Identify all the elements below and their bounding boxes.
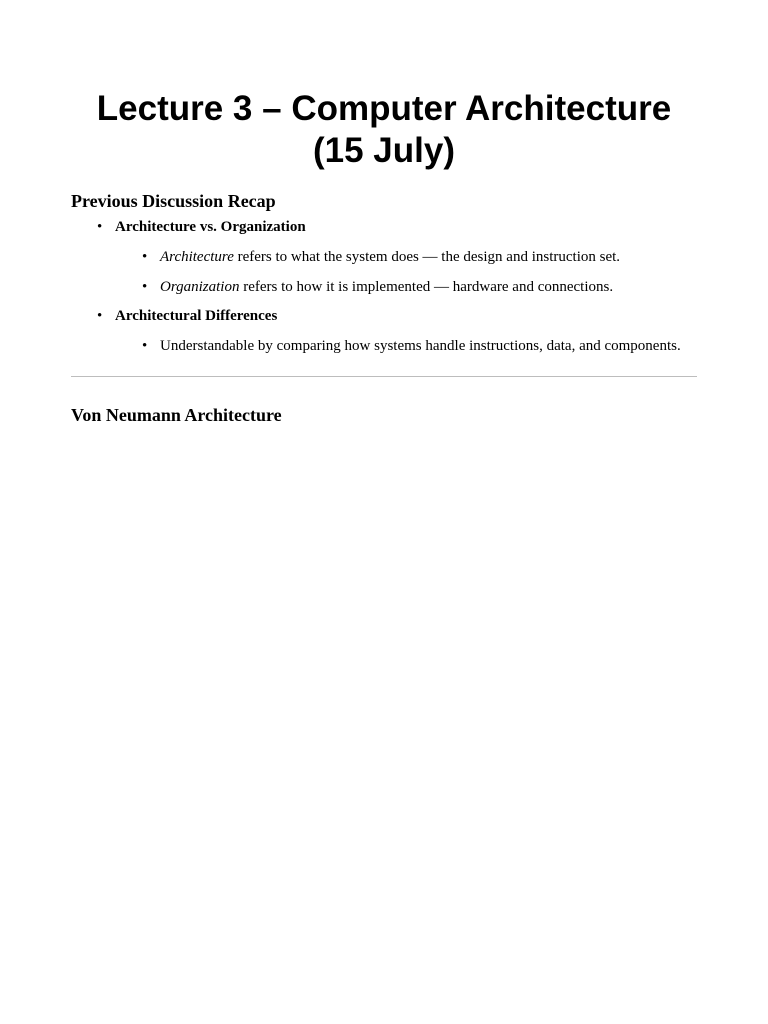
sub-list-item-text: refers to what the system does — the design and instruction set. bbox=[233, 249, 621, 265]
sub-list-item bbox=[71, 247, 697, 267]
emphasis-term: Architecture bbox=[160, 249, 234, 265]
recap-heading: Previous Discussion Recap bbox=[71, 191, 276, 211]
section-heading: Von Neumann Architecture bbox=[71, 405, 282, 425]
bullet-icon: • bbox=[142, 279, 148, 295]
bullet-icon: • bbox=[97, 308, 103, 324]
sub-list bbox=[115, 247, 697, 297]
section-divider bbox=[71, 376, 697, 377]
bullet-icon: • bbox=[142, 249, 148, 265]
sub-list-item-text: Understandable by comparing how systems handle instructions, data, and components. bbox=[160, 338, 681, 354]
sub-list-item bbox=[71, 277, 697, 297]
list-item bbox=[71, 217, 697, 297]
sub-list bbox=[115, 336, 697, 356]
page-title: Lecture 3 – Computer Architecture (15 July) bbox=[96, 89, 672, 170]
list-item-title: Architecture vs. Organization bbox=[115, 219, 306, 235]
list-item-title: Architectural Differences bbox=[115, 308, 278, 324]
emphasis-term: Organization bbox=[160, 279, 240, 295]
bullet-icon: • bbox=[97, 219, 103, 235]
recap-list bbox=[71, 217, 697, 356]
sub-list-item bbox=[71, 336, 697, 356]
list-item bbox=[71, 306, 697, 356]
sub-list-item-text: refers to how it is implemented — hardware and connections. bbox=[239, 279, 614, 295]
bullet-icon: • bbox=[142, 338, 148, 354]
